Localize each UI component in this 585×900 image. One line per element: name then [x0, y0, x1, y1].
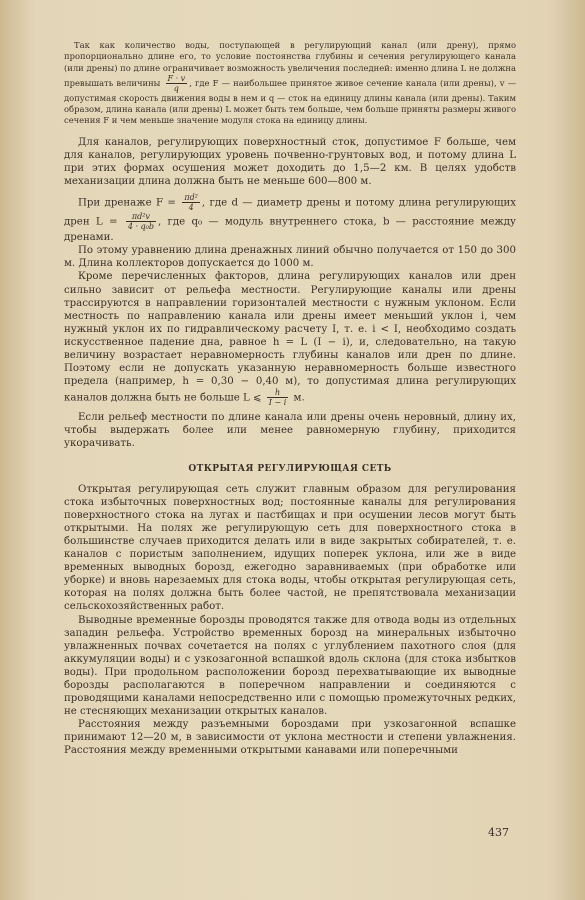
footnote-paragraph: [64, 40, 516, 127]
paragraph-furrow-spacing: Расстояния между разъемными бороздами при узкозагонной вспашке принимают 12—20 м, в зависимости от уклона местности и степени увлажнения. Расстояния между временными открытыми канавами или поперечными: [64, 719, 516, 757]
paragraph-temporary-furrows: Выводные временные борозды проводятся также для отвода воды из отдельных западин рельефа. Устройство временных борозд на минеральных избыточно увлажненных почвах сочетается на полях с углублением пахотного слоя (для аккумуляции воды) и с узкозагонной вспашкой вдоль склона (для стока избытков воды). При продольном расположении борозд перехватывающие их выводные борозды располагаются в поперечном направлении и соединяются с проводящими каналами непосредственно или с помощью промежуточных редких, не стесняющих механизации открытых каналов.: [64, 614, 516, 718]
fraction-fv-over-q: [166, 74, 188, 93]
formula-intro: При дренаже F =: [78, 197, 176, 209]
relief-unit: м.: [293, 392, 305, 404]
fraction-numerator: F · v: [167, 73, 186, 83]
section-heading: ОТКРЫТАЯ РЕГУЛИРУЮЩАЯ СЕТЬ: [188, 463, 392, 474]
paragraph-channel-length: Для каналов, регулирующих поверхностный сток, допустимое F больше, чем для каналов, регулирующих уровень почвенно-грунтовых вод, и потому длина L при этих формах осушения может доходить до 1,5—2 км. В целях удобств механизации длина должна быть не меньше 600—800 м.: [64, 136, 516, 188]
fraction-denominator: I − i: [268, 398, 287, 408]
fraction-drain-length: [126, 212, 156, 231]
footnote-text-end: , где F — наибольшее принятое живое сечение канала (или дрены), v — допустимая скорость движения воды в нем и q — сток на единицу длины канала (или дрены). Таким образом, длина канала (или дрены) L может быть тем больше, чем больше приняты размеры живого сечения F и чем меньше значение модуля стока на единицу длины.: [64, 77, 516, 126]
paragraph-uneven-relief: Если рельеф местности по длине канала или дрены очень неровный, длину их, чтобы выдержать более или менее равномерную глубину, приходится укорачивать.: [64, 412, 516, 450]
fraction-numerator: πd²: [184, 193, 198, 203]
fraction-h-over-slope: [267, 388, 289, 407]
fraction-denominator: 4: [188, 203, 194, 213]
page-content: [64, 40, 516, 758]
formula-middle: , где d — диаметр дрены и потому длина регулирующих дрен L =: [64, 197, 516, 228]
fraction-numerator: h: [267, 388, 289, 398]
fraction-denominator: q: [173, 83, 179, 93]
paragraph-drain-lines: По этому уравнению длина дренажных линий обычно получается от 150 до 300 м. Длина коллекторов допускается до 1000 м.: [64, 245, 516, 270]
paragraph-open-network: Открытая регулирующая сеть служит главным образом для регулирования стока избыточных поверхностных вод; постоянные каналы для регулирования поверхностного стока на лугах и пастбищах и при осушении лесов могут быть открытыми. На полях же регулирующую сеть для поверхностного стока в большинстве случаев приходится делать или в виде закрытых собирателей, т. е. каналов с пористым заполнением, идущих поперек уклона, или же в виде временных выводных борозд, ежегодно заравниваемых (при обработке или уборке) и вновь нарезаемых для стока воды, чтобы открытая регулирующая сеть, которая на полях должна быть более частой, не препятствовала механизации сельскохозяйственных работ.: [64, 483, 516, 613]
page-number: 437: [488, 826, 509, 839]
paragraph-relief: [64, 270, 516, 407]
footnote-text-start: Так как количество воды, поступающей в регулирующий канал (или дрену), прямо пропорционально длине его, то условие постоянства глубины и сечения регулирующего канала (или дрены) по длине ограничивает возможность увеличения последней: именно длина L не должна превышать величины: [64, 40, 516, 88]
formula-end: , где q₀ — модуль внутреннего стока, b — расстояние между дренами.: [64, 216, 516, 244]
fraction-denominator: 4 · q₀b: [127, 222, 154, 232]
fraction-numerator: πd²v: [126, 212, 156, 222]
paragraph-drainage-formula: [64, 193, 516, 244]
fraction-area: [182, 193, 200, 212]
relief-text: Кроме перечисленных факторов, длина регулирующих каналов или дрен сильно зависит от рельефа местности. Регулирующие каналы или дрены трассируются в направлении горизонталей местности с нужным уклоном. Если местность по направлению канала или дрены имеет меньший уклон i, чем нужный уклон их по гидравлическому расчету I, т. е. i < I, необходимо создать искусственное падение дна, равное h = L (I − i), и, следовательно, на такую величину возрастает неравномерность глубины каналов или дрен по длине. Поэтому если не допускать указанную неравномерность больше известного предела (например, h = 0,30 − 0,40 м), то допустимая длина регулирующих каналов должна быть не больше L ⩽: [64, 271, 516, 404]
